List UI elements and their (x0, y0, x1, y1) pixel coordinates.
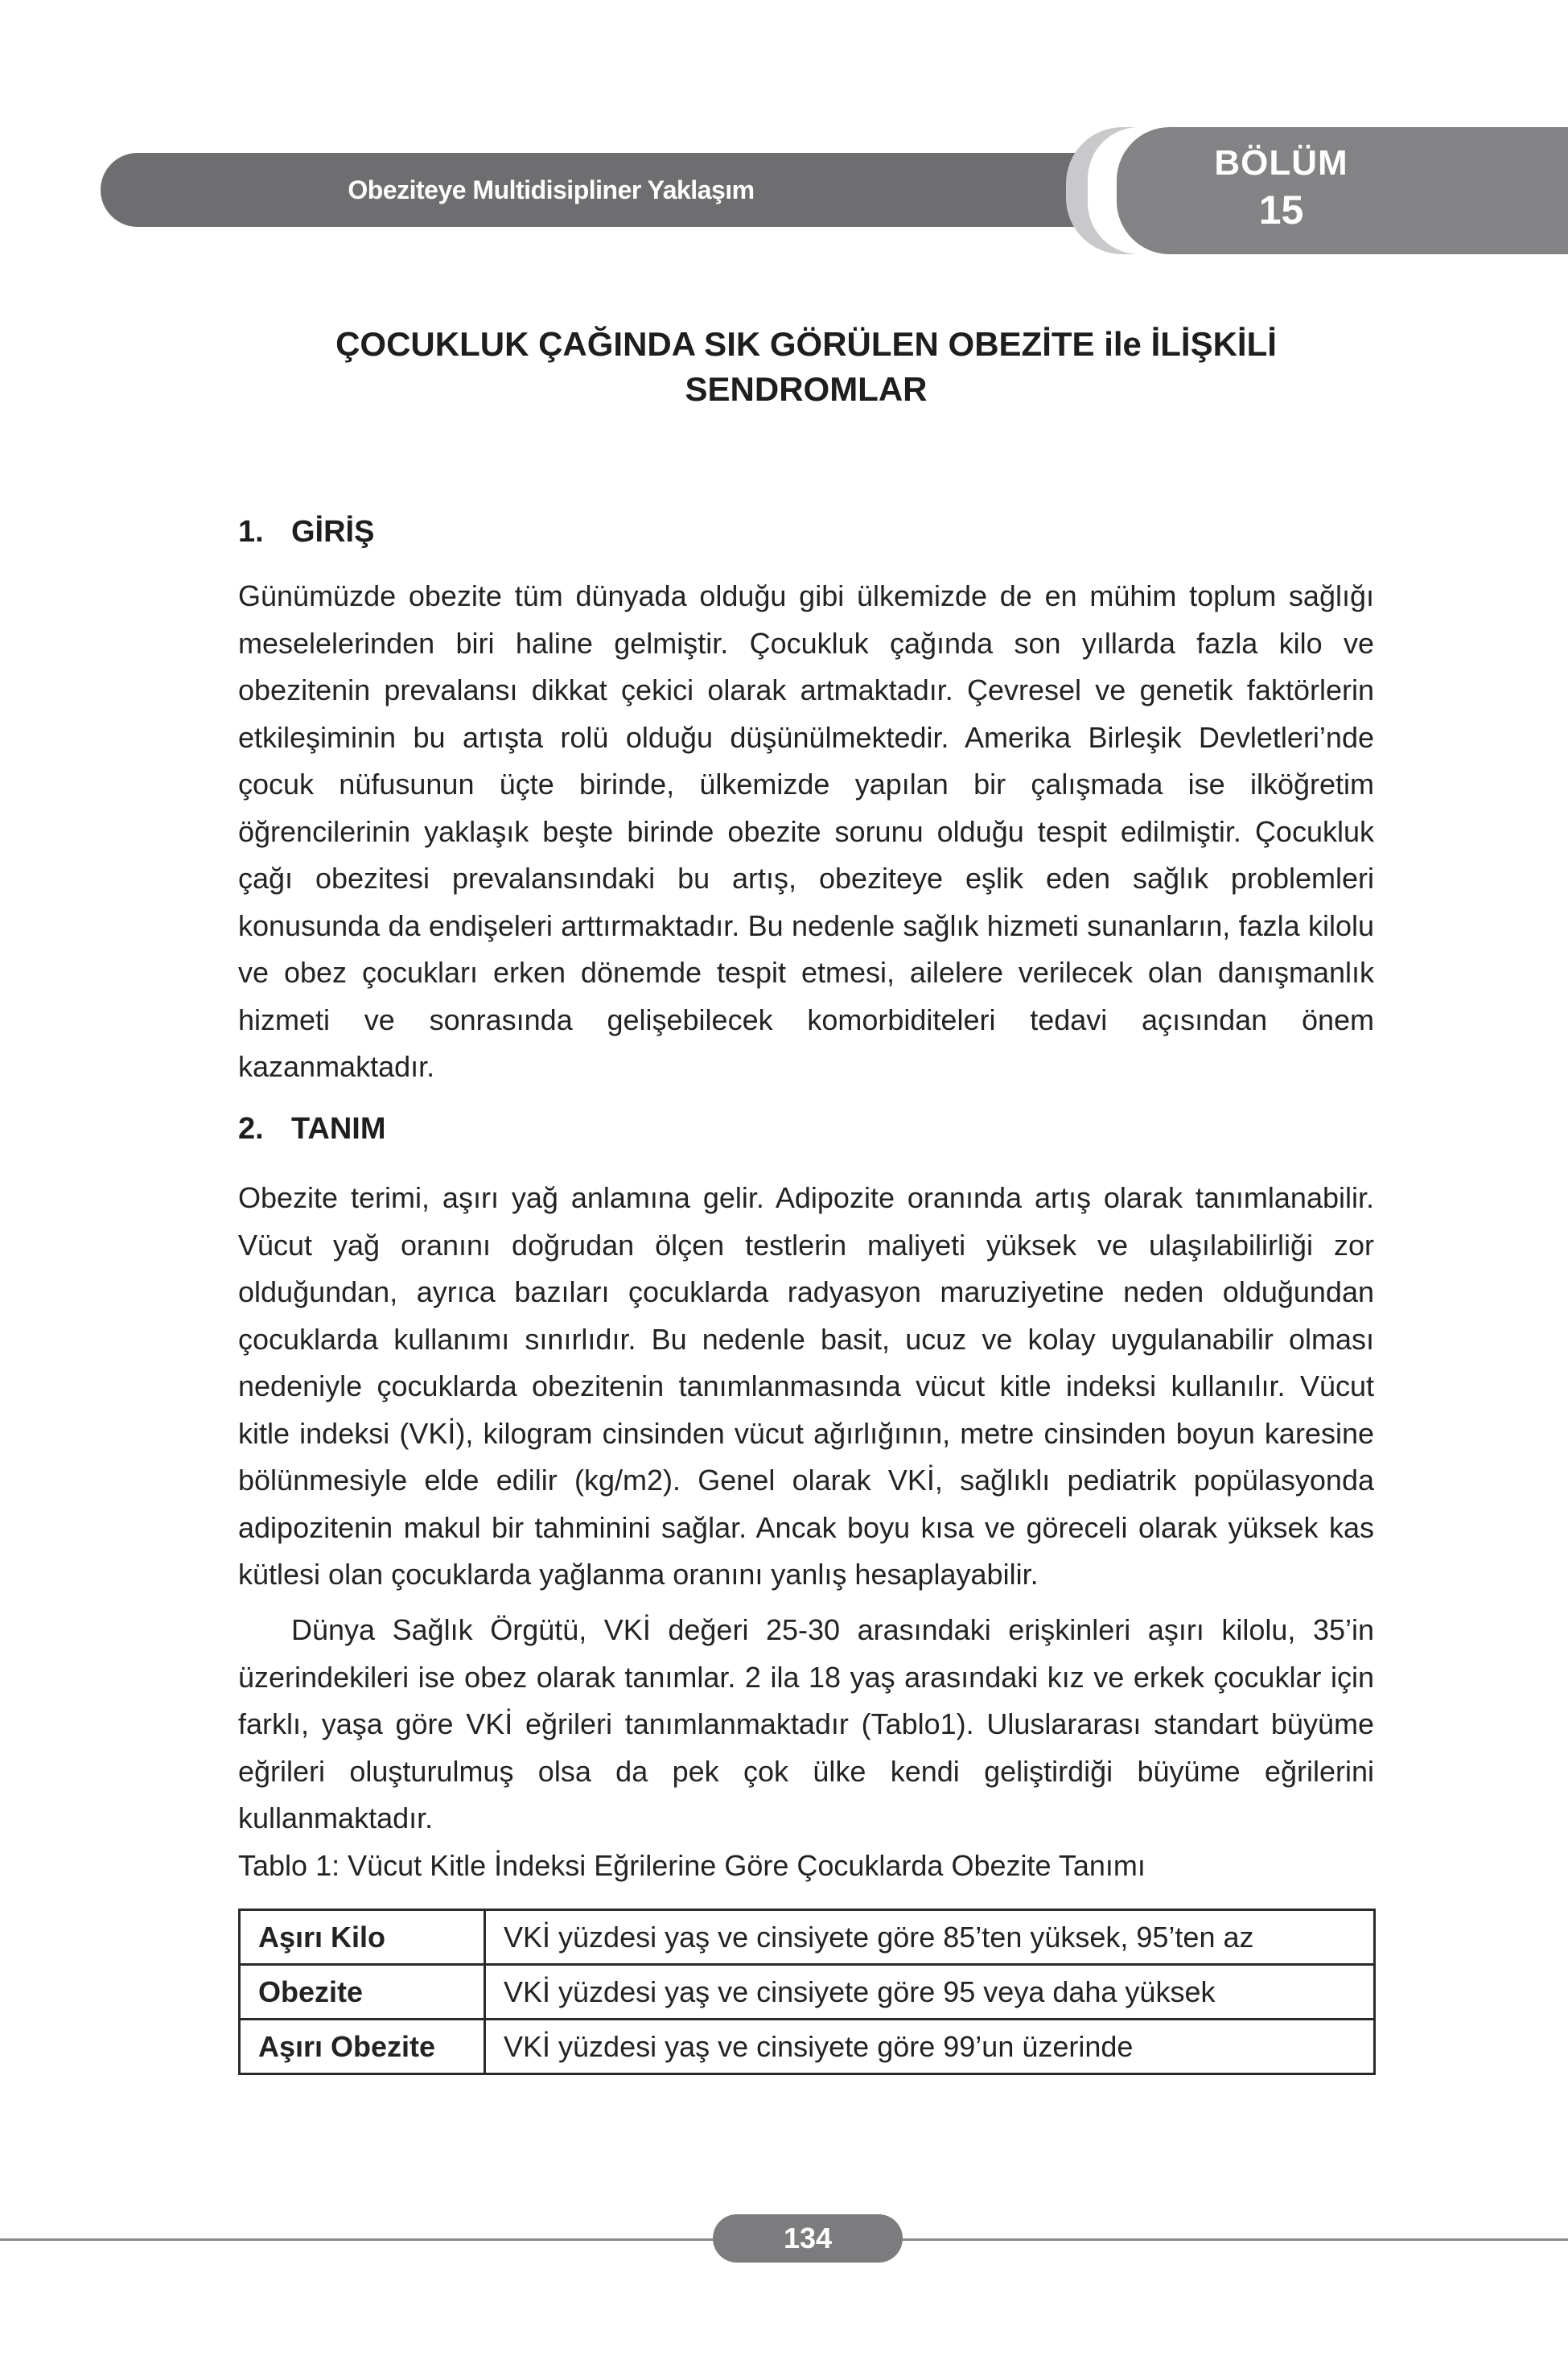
table-cell-term: Aşırı Kilo (240, 1910, 485, 1965)
section-heading-tanim (238, 1112, 386, 1147)
paragraph-tanim-2: Dünya Sağlık Örgütü, VKİ değeri 25-30 arasındaki erişkinleri aşırı kilolu, 35’in üzerindekileri ise obez olarak tanımlar. 2 ila 18 yaş arasındaki kız ve erkek çocuklar için farklı, yaşa göre VKİ eğrileri tanımlanmaktadır (Tablo1). Uluslararası standart büyüme eğrileri oluşturulmuş olsa da pek çok ülke kendi geliştirdiği büyüme eğrilerini kullanmaktadır. (238, 1613, 1374, 1835)
page-title (238, 322, 1374, 412)
section-number: 1. (238, 515, 264, 549)
running-title: Obeziteye Multidisipliner Yaklaşım (348, 175, 755, 204)
table-caption: Tablo 1: Vücut Kitle İndeksi Eğrilerine Göre Çocuklarda Obezite Tanımı (238, 1849, 1146, 1882)
table-cell-term: Obezite (240, 1965, 485, 2020)
paragraph-giris: Günümüzde obezite tüm dünyada olduğu gibi ülkemizde de en mühim toplum sağlığı meselelerinden biri haline gelmiştir. Çocukluk çağında son yıllarda fazla kilo ve obezitenin prevalansı dikkat çekici olarak artmaktadır. Çevresel ve genetik faktörlerin etkileşiminin bu artışta rolü olduğu düşünülmektedir. Amerika Birleşik Devletleri’nde çocuk nüfusunun üçte birinde, ülkemizde yapılan bir çalışmada ise ilköğretim öğrencilerinin yaklaşık beşte birinde obezite sorunu olduğu tespit edilmiştir. Çocukluk çağı obezitesi prevalansındaki bu artış, obeziteye eşlik eden sağlık problemleri konusunda da endişeleri arttırmaktadır. Bu nedenle sağlık hizmeti sunanların, fazla kilolu ve obez çocukları erken dönemde tespit etmesi, ailelere verilecek olan danışmanlık hizmeti ve sonrasında gelişebilecek komorbiditeleri tedavi açısından önem kazanmaktadır. (238, 579, 1374, 1083)
chapter-label: BÖLÜM (1214, 143, 1348, 183)
table-row (240, 1965, 1375, 2020)
section-number: 2. (238, 1112, 264, 1146)
section-title: TANIM (291, 1112, 386, 1146)
obesity-definition-table (238, 1909, 1376, 2075)
chapter-number: 15 (1258, 187, 1304, 233)
paragraph-tanim-1: Obezite terimi, aşırı yağ anlamına gelir. Adipozite oranında artış olarak tanımlanabilir. Vücut yağ oranını doğrudan ölçen testlerin maliyeti yüksek ve ulaşılabilirliği zor olduğundan, ayrıca bazıları çocuklarda radyasyon maruziyetine neden olduğundan çocuklarda kullanımı sınırlıdır. Bu nedenle basit, ucuz ve kolay uygulanabilir olması nedeniyle çocuklarda obezitenin tanımlanmasında vücut kitle indeksi kullanılır. Vücut kitle indeksi (VKİ), kilogram cinsinden vücut ağırlığının, metre cinsinden boyun karesine bölünmesiyle elde edilir (kg/m2). Genel olarak VKİ, sağlıklı pediatrik popülasyonda adipozitenin makul bir tahminini sağlar. Ancak boyu kısa ve göreceli olarak yüksek kas kütlesi olan çocuklarda yağlanma oranını yanlış hesaplayabilir. (238, 1181, 1374, 1591)
table-row (240, 2020, 1375, 2074)
page-title-line-2: SENDROMLAR (685, 370, 928, 408)
page-number: 134 (713, 2214, 903, 2263)
section-title: GİRİŞ (291, 515, 375, 549)
table-row (240, 1910, 1375, 1965)
page-title-line-1: ÇOCUKLUK ÇAĞINDA SIK GÖRÜLEN OBEZİTE ile İLİŞKİLİ (335, 325, 1277, 363)
table-cell-definition: VKİ yüzdesi yaş ve cinsiyete göre 85’ten yüksek, 95’ten az (485, 1910, 1375, 1965)
table-cell-definition: VKİ yüzdesi yaş ve cinsiyete göre 99’un üzerinde (485, 2020, 1375, 2074)
table-cell-term: Aşırı Obezite (240, 2020, 485, 2074)
running-header-bar (101, 153, 1094, 227)
table-cell-definition: VKİ yüzdesi yaş ve cinsiyete göre 95 veya daha yüksek (485, 1965, 1375, 2020)
section-heading-giris (238, 515, 374, 550)
